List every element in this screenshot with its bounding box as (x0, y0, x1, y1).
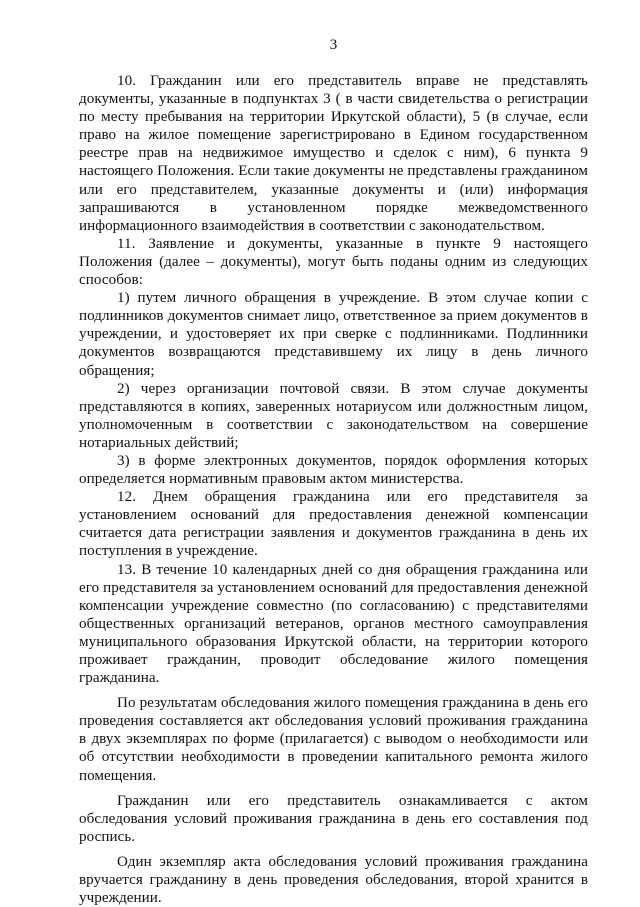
paragraph-11-item-1: 1) путем личного обращения в учреждение. В этом случае копии с подлинников документов снимает лицо, ответственное за прием документов в учреждении, и удостоверяет их при сверке с подлинниками. Подлинники документов возвращаются представившему их лицу в день личного обращения; (79, 290, 588, 379)
paragraph-13: 13. В течение 10 календарных дней со дня обращения гражданина или его представителя за установлением оснований для предоставления денежной компенсации учреждение совместно (по согласованию) с представителями общественных организаций ветеранов, органов местного самоуправления муниципального образования Иркутской области, на территории которого проживает гражданин, проводит обследование жилого помещения гражданина. (79, 561, 588, 687)
paragraph-11-item-3: 3) в форме электронных документов, порядок оформления которых определяется нормативным правовым актом министерства. (79, 452, 588, 488)
paragraph-acknowledgement: Гражданин или его представитель ознакамливается с актом обследования условий проживания гражданина в день его составления под роспись. (79, 792, 588, 845)
paragraph-12: 12. Днем обращения гражданина или его представителя за установлением оснований для предоставления денежной компенсации считается дата регистрации заявления и документов гражданина в день их поступления в учреждение. (79, 489, 588, 560)
paragraph-copies: Один экземпляр акта обследования условий проживания гражданина вручается гражданину в день проведения обследования, второй хранится в учреждении. (79, 853, 588, 907)
paragraph-11: 11. Заявление и документы, указанные в пункте 9 настоящего Положения (далее – документы), могут быть поданы одним из следующих способов: (79, 235, 588, 289)
page-number: 3 (329, 37, 338, 53)
paragraph-inspection-act: По результатам обследования жилого помещения гражданина в день его проведения составляется акт обследования условий проживания гражданина в двух экземплярах по форме (прилагается) с выводом о необходимости или об отсутствии необходимости в проведении капитального ремонта жилого помещения. (79, 695, 588, 784)
paragraph-10: 10. Гражданин или его представитель вправе не представлять документы, указанные в подпунктах 3 ( в части свидетельства о регистрации по месту пребывания на территории Иркутской области), 5 (в случае, если право на жилое помещение зарегистрировано в Едином государственном реестре прав на недвижимое имущество и сделок с ним), 6 пункта 9 настоящего Положения. Если такие документы не представлены гражданином или его представителем, указанные документы и (или) информация запрашиваются в установленном порядке межведомственного информационного взаимодействия в соответствии с законодательством. (79, 73, 588, 234)
paragraph-11-item-2: 2) через организации почтовой связи. В этом случае документы представляются в копиях, заверенных нотариусом или должностным лицом, уполномоченным в соответствии с законодательством на совершение нотариальных действий; (79, 380, 588, 451)
